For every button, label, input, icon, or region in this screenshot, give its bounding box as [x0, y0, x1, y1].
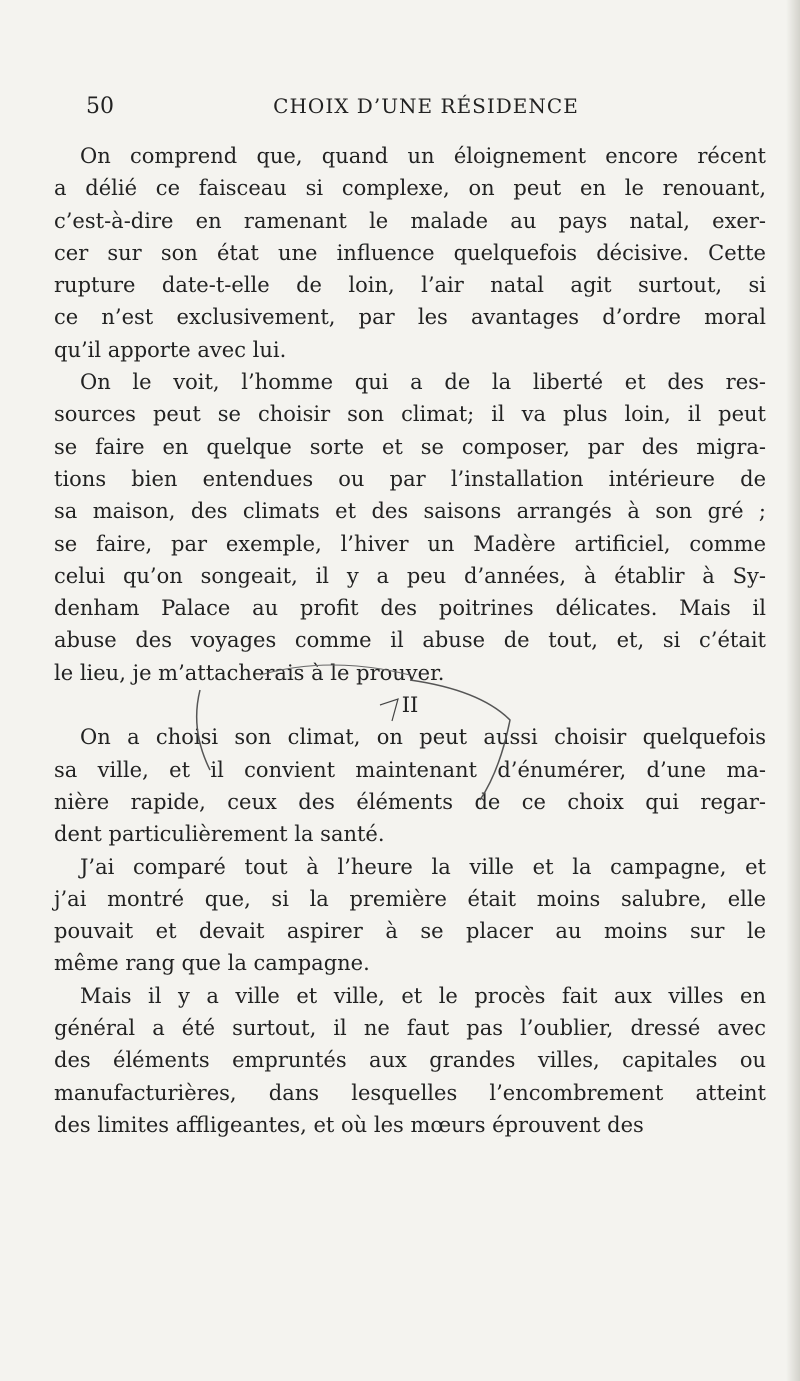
text-line: nière rapide, ceux des éléments de ce choix qui regar-: [54, 789, 766, 814]
text-line: qu’il apporte avec lui.: [54, 337, 287, 362]
text-line: sa ville, et il convient maintenant d’énumérer, d’une ma-: [54, 757, 766, 782]
text-line: cer sur son état une influence quelquefois décisive. Cette: [54, 240, 766, 265]
text-line: général a été surtout, il ne faut pas l’oublier, dressé avec: [54, 1016, 766, 1041]
text-line: j’ai montré que, si la première était moins salubre, elle: [54, 886, 766, 911]
text-line: des limites affligeantes, et où les mœurs éprouvent des: [54, 1112, 644, 1137]
text-line: des éléments empruntés aux grandes villes, capitales ou: [54, 1048, 766, 1073]
text-line: se faire en quelque sorte et se composer, par des migra-: [54, 434, 766, 459]
text-line: dent particulièrement la santé.: [54, 822, 385, 847]
text-line: a délié ce faisceau si complexe, on peut en le renouant,: [54, 176, 766, 201]
text-line: sa maison, des climats et des saisons arrangés à son gré ;: [54, 499, 766, 524]
text-line: se faire, par exemple, l’hiver un Madère artificiel, comme: [54, 531, 766, 556]
text-line: On le voit, l’homme qui a de la liberté et des res-: [80, 370, 766, 395]
text-line: pouvait et devait aspirer à se placer au moins sur le: [54, 919, 766, 944]
text-line: celui qu’on songeait, il y a peu d’années, à établir à Sy-: [54, 563, 766, 588]
running-title: CHOIX D’UNE RÉSIDENCE: [273, 94, 579, 118]
paper-damage-mark: [180, 650, 520, 810]
text-line: J’ai comparé tout à l’heure la ville et la campagne, et: [80, 854, 766, 879]
text-line: manufacturières, dans lesquelles l’encombrement atteint: [54, 1080, 766, 1105]
body-text: [54, 140, 766, 1141]
text-line: Mais il y a ville et ville, et le procès fait aux villes en: [80, 983, 766, 1008]
text-line: tions bien entendues ou par l’installation intérieure de: [54, 466, 766, 491]
text-line: On a choisi son climat, on peut aussi choisir quelquefois: [80, 725, 766, 750]
page-number: 50: [86, 94, 114, 119]
text-line: même rang que la campagne.: [54, 951, 370, 976]
text-line: ce n’est exclusivement, par les avantages d’ordre moral: [54, 305, 766, 330]
text-line: II: [401, 693, 419, 718]
text-line: le lieu, je m’attacherais à le prouver.: [54, 660, 445, 685]
text-line: sources peut se choisir son climat; il va plus loin, il peut: [54, 402, 766, 427]
text-line: denham Palace au profit des poitrines délicates. Mais il: [54, 596, 766, 621]
page-edge-shadow: [786, 0, 800, 1381]
text-line: abuse des voyages comme il abuse de tout, et, si c’était: [54, 628, 766, 653]
page-header: [86, 94, 766, 124]
text-line: On comprend que, quand un éloignement encore récent: [80, 144, 766, 168]
text-line: rupture date-t-elle de loin, l’air natal agit surtout, si: [54, 273, 766, 298]
text-line: c’est-à-dire en ramenant le malade au pays natal, exer-: [54, 208, 766, 233]
